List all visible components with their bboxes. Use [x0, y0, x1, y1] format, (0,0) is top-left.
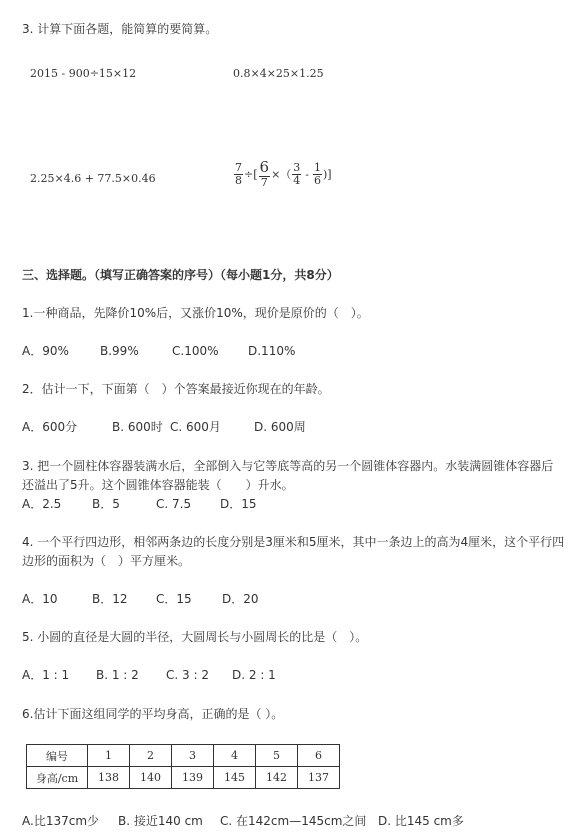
fraction-c-numerator: 3: [293, 161, 301, 175]
question-3-options: [22, 495, 257, 512]
option-c: C. 3 : 2: [166, 668, 209, 682]
closing-brackets: )]: [323, 167, 332, 181]
option-b: B.99%: [100, 344, 139, 358]
table-header-height: 身高/cm: [27, 767, 88, 789]
option-b: B. 600时: [112, 420, 163, 434]
option-c: C. 7.5: [156, 497, 192, 511]
section-title: 三、选择题。（填写正确答案的序号）（每小题1分，共8分）: [22, 268, 339, 282]
question-6-options: [22, 812, 464, 829]
table-cell: 145: [214, 767, 256, 789]
table-cell: 140: [130, 767, 172, 789]
option-a: A．600分: [22, 420, 78, 434]
table-row: [27, 767, 340, 789]
option-a: A．10: [22, 592, 58, 606]
option-a: A．1 : 1: [22, 668, 70, 682]
option-b: B. 接近140 cm: [118, 814, 203, 828]
table-cell: 4: [214, 745, 256, 767]
question-3-text-line1: 3. 把一个圆柱体容器装满水后，全部倒入与它等底等高的另一个圆锥体容器内。水装满圆锥体容器后: [22, 459, 554, 473]
option-d: D. 2 : 1: [232, 668, 276, 682]
calc-expression-2: 0.8×4×25×1.25: [233, 67, 324, 80]
fraction-a-denominator: 8: [235, 173, 242, 187]
fraction-c: [292, 162, 301, 186]
option-d: D.110%: [248, 344, 296, 358]
table-cell: 6: [298, 745, 340, 767]
table-cell: 3: [172, 745, 214, 767]
option-a: A．2.5: [22, 497, 62, 511]
question-2-text: 2．估计一下，下面第（ ）个答案最接近你现在的年龄。: [22, 382, 330, 396]
option-c: C. 600月: [170, 420, 221, 434]
operator-divide-bracket: ÷[: [244, 167, 258, 181]
option-b: B．5: [92, 497, 120, 511]
option-d: D. 比145 cm多: [378, 814, 464, 828]
question-4-text-line2: 边形的面积为（ ）平方厘米。: [22, 554, 191, 568]
calc-expression-1: 2015 - 900÷15×12: [30, 67, 137, 80]
calc-expression-3: 2.25×4.6 + 77.5×0.46: [30, 172, 156, 185]
option-b: B．12: [92, 592, 128, 606]
question-5-text: 5. 小圆的直径是大圆的半径，大圆周长与小圆周长的比是（ ）。: [22, 630, 368, 644]
question-4-text-line1: 4. 一个平行四边形，相邻两条边的长度分别是3厘米和5厘米，其中一条边上的高为4厘米，这个平行四: [22, 535, 565, 549]
option-a: A.比137cm少: [22, 814, 100, 828]
table-cell: 138: [88, 767, 130, 789]
fraction-d-numerator: 1: [314, 161, 321, 175]
table-cell: 5: [256, 745, 298, 767]
table-cell: 1: [88, 745, 130, 767]
option-c: C. 在142cm—145cm之间: [220, 814, 367, 828]
option-d: D. 600周: [254, 420, 306, 434]
fraction-d-denominator: 6: [314, 173, 321, 187]
option-c: C.100%: [172, 344, 219, 358]
height-table: [26, 744, 340, 789]
fraction-d: [313, 162, 322, 186]
table-cell: 137: [298, 767, 340, 789]
fraction-b-numerator: 6: [259, 158, 270, 176]
question-5-options: [22, 666, 276, 683]
question-3-text-line2: 还溢出了5升。这个圆锥体容器能装（ ）升水。: [22, 478, 294, 492]
option-b: B. 1 : 2: [96, 668, 139, 682]
fraction-a-numerator: 7: [235, 161, 242, 175]
table-row: [27, 745, 340, 767]
table-cell: 142: [256, 767, 298, 789]
question-6-text: 6.估计下面这组同学的平均身高，正确的是（ ）。: [22, 707, 284, 721]
question-1-text: 1.一种商品，先降价10%后，又涨价10%，现价是原价的（ ）。: [22, 306, 369, 320]
question-1-options: [22, 342, 295, 359]
operator-minus: -: [305, 167, 309, 181]
option-d: D．20: [222, 592, 259, 606]
option-d: D．15: [220, 497, 257, 511]
fraction-b: [259, 160, 271, 188]
section3-heading: 3. 计算下面各题，能简算的要简算。: [22, 22, 218, 36]
fraction-b-denominator: 7: [260, 175, 268, 189]
option-c: C．15: [156, 592, 192, 606]
table-cell: 2: [130, 745, 172, 767]
fraction-a: [234, 162, 243, 186]
option-a: A．90%: [22, 344, 69, 358]
calc-expression-4: [233, 160, 332, 188]
question-2-options: [22, 418, 306, 435]
operator-times-paren: ×（: [271, 168, 292, 182]
fraction-c-denominator: 4: [293, 173, 301, 187]
table-header-number: 编号: [27, 745, 88, 767]
table-cell: 139: [172, 767, 214, 789]
question-4-options: [22, 590, 259, 607]
